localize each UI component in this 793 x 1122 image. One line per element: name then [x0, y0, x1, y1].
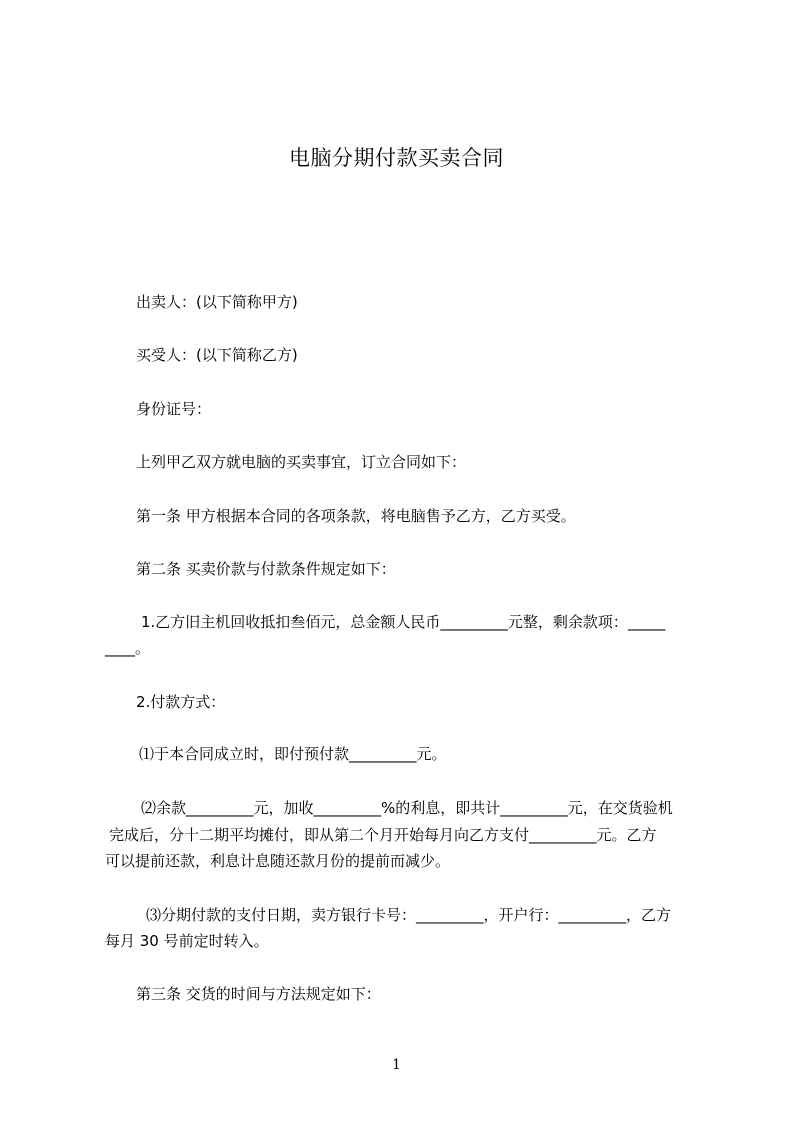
- id-number-line: 身份证号：: [136, 400, 212, 418]
- buyer-line: 买受人：(以下简称乙方): [136, 346, 298, 364]
- article-2-heading: 第二条 买卖价款与付款条件规定如下：: [136, 560, 396, 578]
- payment-clause-2-line-1: ⑵余款_________元，加收_________%的利息，即共计_________元，在交货验机: [141, 799, 673, 817]
- payment-clause-2-line-3: 可以提前还款，利息计息随还款月份的提前而减少。: [105, 852, 451, 870]
- article-1: 第一条 甲方根据本合同的各项条款，将电脑售予乙方，乙方买受。: [136, 507, 576, 525]
- page-number: 1: [392, 1057, 401, 1073]
- article-2-item-1-line-2: ____。: [105, 639, 151, 657]
- article-2-item-1-line-1: 1.乙方旧主机回收抵扣叁佰元，总金额人民币_________元整，剩余款项：_____: [141, 613, 666, 631]
- payment-method-heading: 2.付款方式：: [136, 693, 226, 711]
- preamble: 上列甲乙双方就电脑的买卖事宜，订立合同如下：: [136, 453, 467, 471]
- payment-clause-3-line-2: 每月 30 号前定时转入。: [105, 932, 269, 950]
- article-3-heading: 第三条 交货的时间与方法规定如下：: [136, 985, 381, 1003]
- payment-clause-3-line-1: ⑶分期付款的支付日期，卖方银行卡号：_________，开户行：_________，乙方: [146, 906, 672, 924]
- payment-clause-2-line-2: 完成后，分十二期平均摊付，即从第二个月开始每月向乙方支付_________元。乙方: [109, 826, 657, 844]
- seller-line: 出卖人：(以下简称甲方): [136, 293, 298, 311]
- document-title: 电脑分期付款买卖合同: [289, 146, 504, 170]
- payment-clause-1: ⑴于本合同成立时，即付预付款_________元。: [139, 745, 447, 763]
